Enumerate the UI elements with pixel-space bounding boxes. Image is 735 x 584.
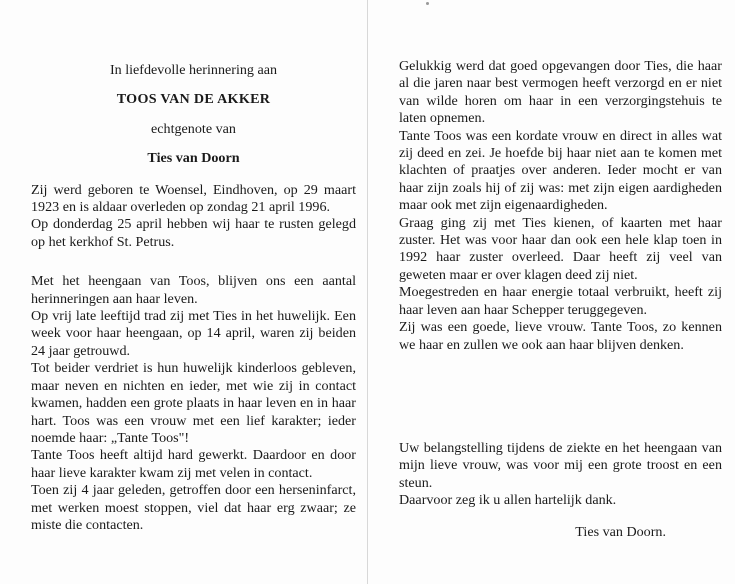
paragraph-birth-death: Zij werd geboren te Woensel, Eindhoven, op 29 maart 1923 en is aldaar overleden op zondag 21 april 1996. xyxy=(31,181,356,216)
paragraph-remember: Zij was een goede, lieve vrouw. Tante Toos, zo kennen we haar en zullen we ook aan haar blijven denken. xyxy=(399,319,722,353)
deceased-name: TOOS VAN DE AKKER xyxy=(116,91,271,108)
paragraph-marriage: Op vrij late leeftijd trad zij met Ties in het huwelijk. Een week voor haar heengaan, op 14 april, waren zij beiden 24 jaar getrouwd. xyxy=(31,308,356,359)
left-page xyxy=(31,58,356,534)
intro-line: In liefdevolle herinnering aan xyxy=(109,62,278,78)
signature: Ties van Doorn. xyxy=(575,523,666,540)
paragraph-gratitude: Daarvoor zeg ik u allen hartelijk dank. xyxy=(399,492,617,509)
paragraph-character: Tante Toos was een kordate vrouw en direct in alles wat zij deed en zei. Je hoefde bij haar niet aan te komen met klachten of praatjes over anderen. Ieder mocht er van haar zijn zoals hij of zij was: met zijn eigen aardigheden maar ook met zijn eigenaardigheden. xyxy=(399,127,722,214)
paragraph-care: Gelukkig werd dat goed opgevangen door Ties, die haar al die jaren naar best vermogen heeft verzorgd en er niet van wilde horen om haar in een verzorgingstehuis te laten opnemen. xyxy=(399,58,722,127)
paragraph-burial: Op donderdag 25 april hebben wij haar te rusten gelegd op het kerkhof St. Petrus. xyxy=(31,216,356,250)
paragraph-rest: Moegestreden en haar energie totaal verbruikt, heeft zij haar leven aan haar Schepper teruggegeven. xyxy=(399,284,722,318)
paragraph-infarct: Toen zij 4 jaar geleden, getroffen door een herseninfarct, met werken moest stoppen, viel dat haar erg zwaar; ze miste die contacten. xyxy=(31,482,356,533)
fold-line xyxy=(367,0,368,584)
paragraph-sister: Graag ging zij met Ties kienen, of kaarten met haar zuster. Het was voor haar dan ook een hele klap toen in 1992 haar zuster overleed. Daar heeft zij veel van geweten maar er over klagen deed zij niet. xyxy=(399,214,722,283)
left-body xyxy=(31,182,356,535)
paragraph-thanks: Uw belangstelling tijdens de ziekte en het heengaan van mijn lieve vrouw, was voor mij een grote troost en een steun. xyxy=(399,439,722,491)
paragraph-memories: Met het heengaan van Toos, blijven ons een aantal herinneringen aan haar leven. xyxy=(31,273,356,307)
paragraph-work: Tante Toos heeft altijd hard gewerkt. Daardoor en door haar lieve karakter kwam zij met velen in contact. xyxy=(31,447,356,481)
print-mark xyxy=(426,2,429,5)
thanks-section xyxy=(399,440,722,510)
relation-line: echtgenote van xyxy=(151,120,236,137)
right-page xyxy=(399,58,722,541)
husband-name: Ties van Doorn xyxy=(147,150,240,167)
paragraph-childless: Tot beider verdriet is hun huwelijk kinderloos gebleven, maar neven en nichten en ieder, met wie zij in contact kwamen, hadden een grote plaats in haar leven en in haar hart. Toos was een vrouw met een lief karakter; ieder noemde haar: „Tante Toos"! xyxy=(31,360,356,446)
